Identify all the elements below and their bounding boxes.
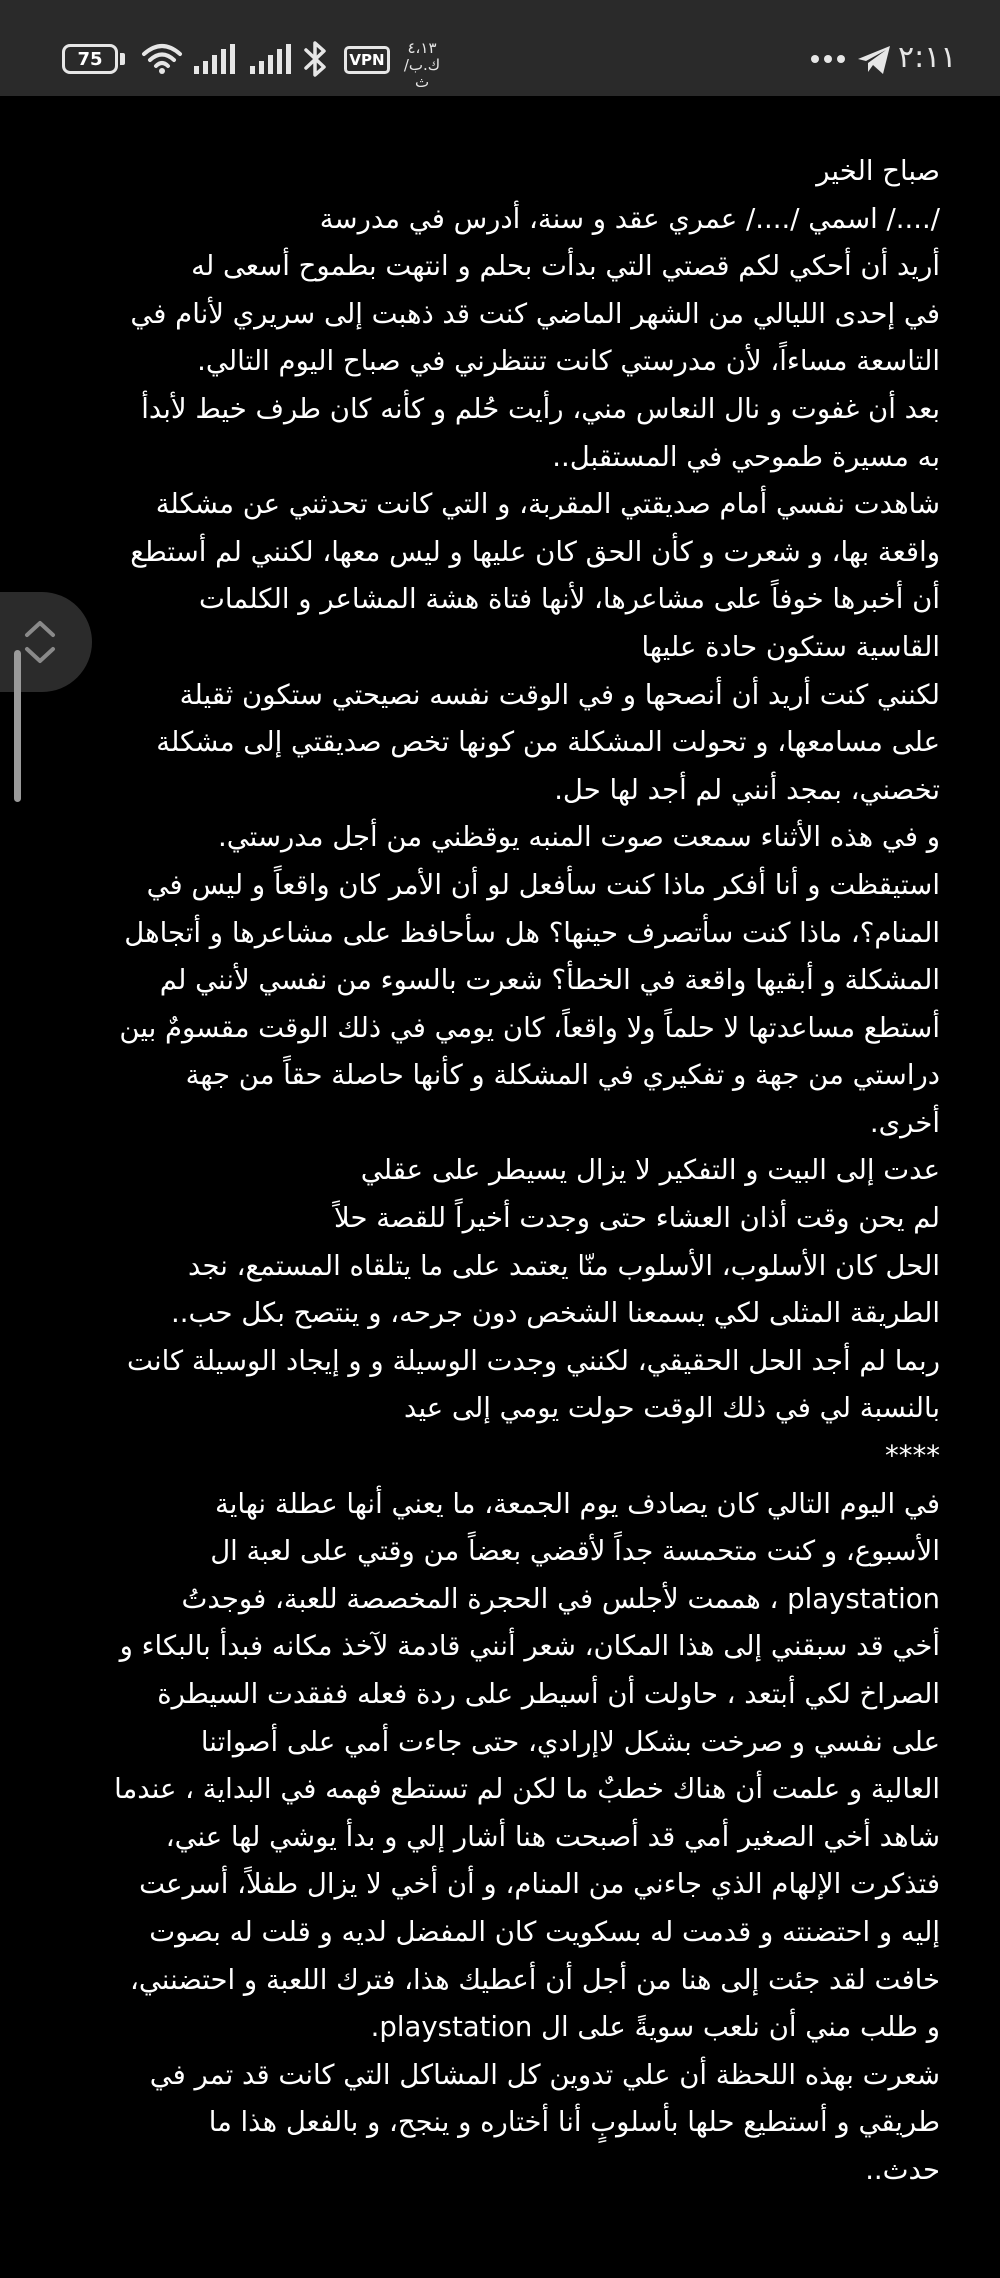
- story-line: طريقي و أستطيع حلها بأسلوبٍ أنا أختاره و ينجح، و بالفعل هذا ما: [208, 2106, 940, 2139]
- story-line: playstation ، هممت لأجلس في الحجرة المخصصة للعبة، فوجدتُ: [181, 1582, 940, 1615]
- story-line: في اليوم التالي كان يصادف يوم الجمعة، ما يعني أنها عطلة نهاية: [214, 1487, 940, 1520]
- story-line: صباح الخير: [816, 155, 940, 187]
- story-line: به مسيرة طموحي في المستقبل..: [552, 440, 940, 473]
- network-speed-value: ٤،١٣: [407, 39, 437, 57]
- story-line: شاهدت نفسي أمام صديقتي المقربة، و التي كانت تحدثني عن مشكلة: [155, 488, 940, 521]
- status-bar: [0, 0, 1000, 96]
- story-line: على نفسي و صرخت بشكل لاإرادي، حتى جاءت أمي على أصواتنا: [200, 1725, 940, 1758]
- vpn-label: VPN: [349, 51, 385, 69]
- story-line: أن أخبرها خوفاً على مشاعرها، لأنها فتاة هشة المشاعر و الكلمات: [199, 583, 940, 616]
- story-line: شاهد أخي الصغير أمي قد أصبحت هنا أشار إلي و بدأ يوشي لها عني،: [165, 1820, 940, 1853]
- story-text: [62, 148, 940, 2195]
- story-line: شعرت بهذه اللحظة أن علي تدوين كل المشاكل التي كانت قد تمر في: [149, 2058, 940, 2091]
- story-line: الأسبوع، و كنت متحمسة جداً لأقضي بعضاً من وقتي على لعبة ال: [210, 1535, 940, 1568]
- story-line: عدت إلى البيت و التفكير لا يزال يسيطر على عقلي: [360, 1154, 940, 1187]
- bluetooth-icon: [302, 40, 330, 78]
- story-line: تخصني، بمجد أنني لم أجد لها حل.: [554, 773, 940, 806]
- more-icon: [810, 54, 846, 64]
- signal-icon: [194, 44, 236, 76]
- story-line: إليه و احتضنته و قدمت له بسكويت كان المفضل لديه و قلت له بصوت: [149, 1915, 940, 1948]
- story-line: العالية و علمت أن هناك خطبٌ ما لكن لم تستطع فهمه في البداية ، عندما: [114, 1773, 940, 1806]
- network-speed-unit: ك.ب/ث: [403, 56, 441, 91]
- story-line: في إحدى الليالي من الشهر الماضي كنت قد ذهبت إلى سريري لأنام في: [130, 297, 940, 330]
- story-line: أستطع مساعدتها لا حلماً ولا واقعاً، كان يومي في ذلك الوقت مقسومٌ بين: [119, 1011, 940, 1044]
- story-line: القاسية ستكون حادة عليها: [641, 630, 940, 663]
- battery-icon: [62, 44, 118, 74]
- chevron-down-icon: [24, 646, 56, 664]
- status-clock: ٢:١١: [898, 40, 957, 75]
- story-line: أريد أن أحكي لكم قصتي التي بدأت بحلم و انتهت بطموح أسعى له: [191, 250, 940, 283]
- telegram-icon: [856, 44, 892, 76]
- scrollbar[interactable]: [14, 650, 21, 802]
- story-line: استيقظت و أنا أفكر ماذا كنت سأفعل لو أن الأمر كان واقعاً و ليس في: [146, 868, 940, 901]
- story-line: فتذكرت الإلهام الذي جاءني من المنام، و أن أخي لا يزال طفلاً، أسرعت: [139, 1868, 940, 1901]
- story-line: و في هذه الأثناء سمعت صوت المنبه يوقظني من أجل مدرستي.: [218, 821, 940, 854]
- vpn-icon: [344, 46, 390, 74]
- story-line: لم يحن وقت أذان العشاء حتى وجدت أخيراً للقصة حلاً: [334, 1202, 940, 1235]
- story-line: الطريقة المثلى لكي يسمعنا الشخص دون جرحه، و ينتصح بكل حب..: [170, 1297, 940, 1330]
- story-line: التاسعة مساءاً، لأن مدرستي كانت تنتظرني في صباح اليوم التالي.: [197, 345, 940, 378]
- story-line: المنام؟، ماذا كنت سأتصرف حينها؟ هل سأحافظ على مشاعرها و أتجاهل: [124, 916, 940, 949]
- wifi-icon: [140, 40, 184, 76]
- signal-icon-2: [250, 44, 292, 76]
- story-line: /..../ اسمي /..../ عمري عقد و سنة، أدرس في مدرسة: [319, 202, 940, 235]
- story-line: لكنني كنت أريد أن أنصحها و في الوقت نفسه نصيحتي ستكون ثقيلة: [179, 678, 940, 711]
- battery-level: 75: [77, 48, 103, 70]
- story-line: و طلب مني أن نلعب سويةً على ال playstation.: [370, 2011, 940, 2044]
- story-line: الصراخ لكي أبتعد ، حاولت أن أسيطر على ردة فعله ففقدت السيطرة: [157, 1678, 940, 1710]
- story-line: بالنسبة لي في ذلك الوقت حولت يومي إلى عيد: [404, 1392, 940, 1425]
- chevron-up-icon: [24, 620, 56, 638]
- story-line: المشكلة و أبقيها واقعة في الخطأ؟ شعرت بالسوء من نفسي لأنني لم: [159, 964, 940, 997]
- story-line: ربما لم أجد الحل الحقيقي، لكنني وجدت الوسيلة و و إيجاد الوسيلة كانت: [126, 1344, 940, 1377]
- story-line: حدث..: [865, 2153, 940, 2186]
- story-line: خافت لقد جئت إلى هنا من أجل أن أعطيك هذا، فترك اللعبة و احتضنني،: [130, 1963, 940, 1996]
- story-line: واقعة بها، و شعرت و كأن الحق كان عليها و ليس معها، لكنني لم أستطع: [130, 535, 940, 568]
- network-speed: [400, 40, 444, 91]
- story-line: الحل كان الأسلوب، الأسلوب منّا يعتمد على ما يتلقاه المستمع، نجد: [188, 1249, 940, 1282]
- story-line: دراستي من جهة و تفكيري في المشكلة و كأنها حاصلة حقاً من جهة: [185, 1059, 940, 1092]
- battery-tip: [120, 53, 125, 65]
- story-line: أخي قد سبقني إلى هذا المكان، شعر أنني قادمة لآخذ مكانه فبدأ بالبكاء و: [119, 1630, 940, 1663]
- story-line: على مسامعها، و تحولت المشكلة من كونها تخص صديقتي إلى مشكلة: [156, 726, 940, 759]
- story-line: أخرى.: [869, 1106, 940, 1139]
- story-line: بعد أن غفوت و نال النعاس مني، رأيت حُلم و كأنه كان طرف خيط لأبدأ: [141, 392, 940, 425]
- story-line: ****: [885, 1440, 940, 1473]
